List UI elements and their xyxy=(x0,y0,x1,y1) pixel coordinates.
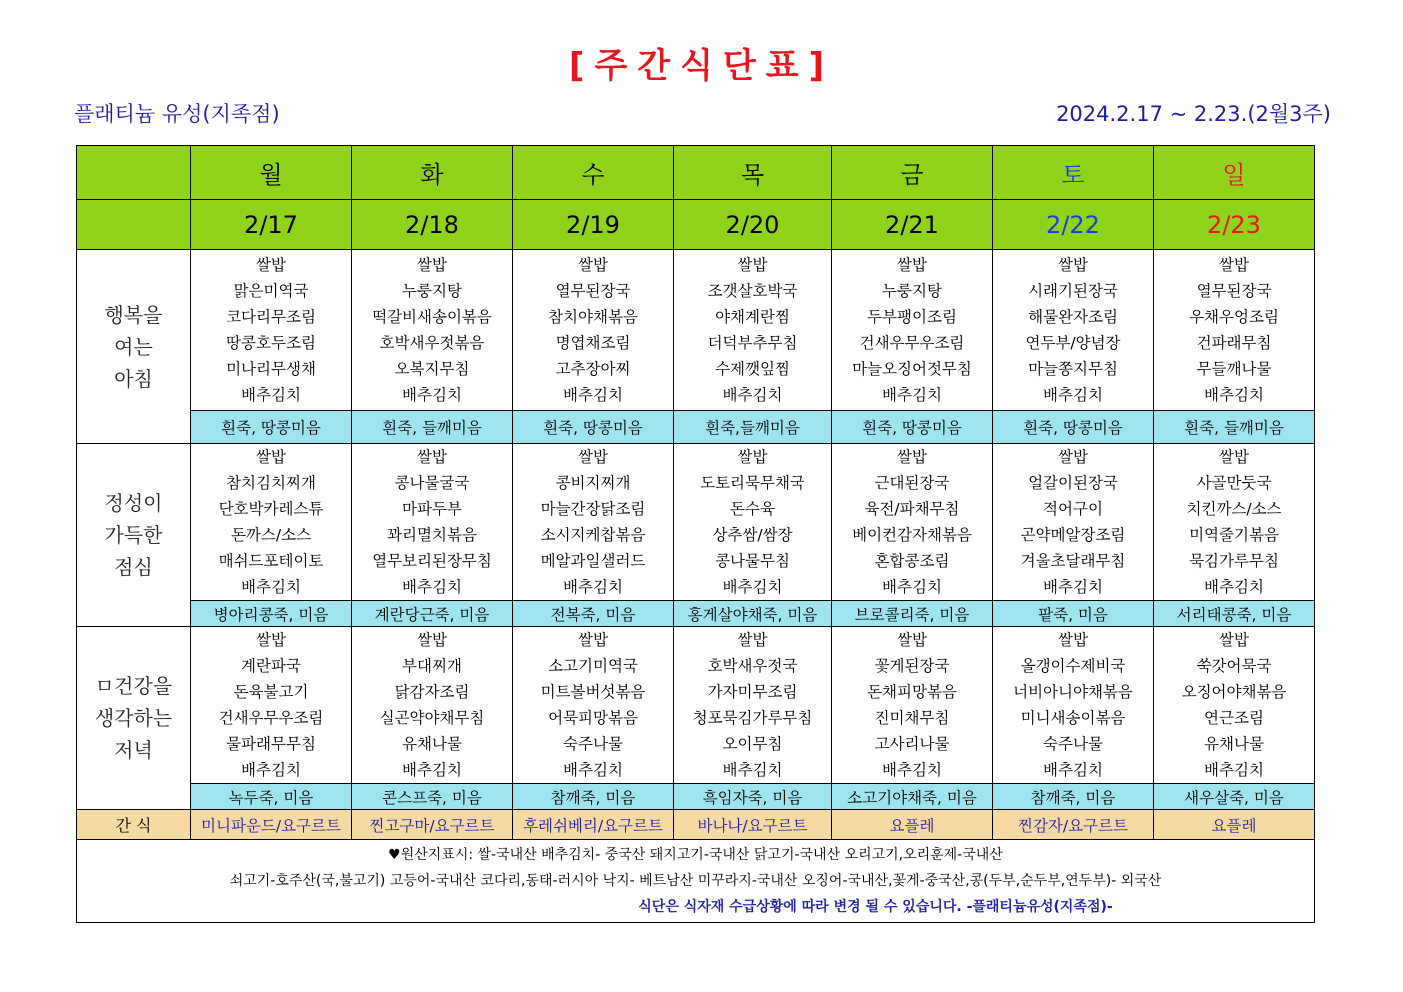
porridge-cell: 흰죽,들깨미음 xyxy=(674,411,832,444)
meal-label-line: 정성이 xyxy=(104,491,163,515)
menu-item: 쌀밥 xyxy=(1058,631,1088,649)
menu-item: 쌀밥 xyxy=(897,256,927,274)
menu-item: 콩비지찌개 xyxy=(555,474,631,492)
menu-item: 건새우무우조림 xyxy=(859,334,965,352)
menu-item: 시래기된장국 xyxy=(1028,282,1118,300)
menu-cell xyxy=(674,627,832,784)
day-header-row xyxy=(77,146,1315,200)
menu-item: 치킨까스/소스 xyxy=(1186,500,1282,518)
menu-cell xyxy=(993,250,1154,411)
menu-item: 사골만둣국 xyxy=(1196,474,1272,492)
menu-item: 맑은미역국 xyxy=(233,282,309,300)
menu-item: 배추김치 xyxy=(241,578,301,596)
menu-item: 청포묵김가루무침 xyxy=(692,709,813,727)
menu-item: 열무된장국 xyxy=(555,282,631,300)
menu-item: 쌀밥 xyxy=(1219,631,1249,649)
meal-label-line: 가득한 xyxy=(104,523,163,547)
menu-item: 열무된장국 xyxy=(1196,282,1272,300)
snack-row xyxy=(77,810,1315,840)
menu-item: 도토리묵무채국 xyxy=(700,474,805,492)
menu-item: 너비아니야채볶음 xyxy=(1013,683,1133,701)
menu-item: 쌀밥 xyxy=(417,448,447,466)
menu-item: 묵김가루무침 xyxy=(1189,552,1279,570)
lunch-label xyxy=(77,444,191,627)
menu-item: 수제깻잎찜 xyxy=(715,360,790,378)
meal-label-line: 아침 xyxy=(114,366,153,391)
meal-label-line: 점심 xyxy=(114,555,153,579)
menu-cell xyxy=(191,444,352,601)
menu-cell xyxy=(993,444,1154,601)
menu-item: 배추김치 xyxy=(1204,761,1264,779)
meal-label-line: 저녁 xyxy=(114,738,153,762)
menu-item: 소고기미역국 xyxy=(548,657,638,675)
menu-item: 오이무침 xyxy=(722,735,783,753)
date-mon: 2/17 xyxy=(191,200,352,250)
porridge-cell: 흑임자죽, 미음 xyxy=(674,784,832,810)
menu-item: 매쉬드포테이토 xyxy=(218,552,324,570)
menu-item: 해물완자조림 xyxy=(1028,308,1118,326)
menu-item: 쌀밥 xyxy=(256,631,286,649)
menu-item: 열무보리된장무침 xyxy=(372,552,492,570)
menu-item: 계란파국 xyxy=(241,657,301,675)
menu-cell xyxy=(1154,444,1315,601)
menu-cell xyxy=(352,250,513,411)
menu-item: 얼갈이된장국 xyxy=(1028,474,1118,492)
menu-item: 배추김치 xyxy=(882,761,942,779)
menu-item: 호박새우젓볶음 xyxy=(379,334,485,352)
date-wed: 2/19 xyxy=(513,200,674,250)
meal-label-line: 생각하는 xyxy=(94,706,173,730)
snack-cell: 후레쉬베리/요구르트 xyxy=(513,810,674,840)
menu-item: 돈까스/소스 xyxy=(230,526,312,544)
menu-item: 쌀밥 xyxy=(256,256,286,274)
menu-cell xyxy=(513,627,674,784)
menu-item: 물파래무무침 xyxy=(226,735,316,753)
menu-item: 소시지케찹볶음 xyxy=(540,526,646,544)
menu-cell xyxy=(832,444,993,601)
day-header-sun: 일 xyxy=(1154,146,1315,200)
snack-cell: 찐감자/요구르트 xyxy=(993,810,1154,840)
menu-item: 꽃게된장국 xyxy=(874,657,950,675)
day-header-wed: 수 xyxy=(513,146,674,200)
menu-item: 단호박카레스튜 xyxy=(218,500,324,518)
porridge-cell: 참깨죽, 미음 xyxy=(993,784,1154,810)
menu-cell xyxy=(832,250,993,411)
menu-item: 배추김치 xyxy=(563,386,623,404)
date-sat: 2/22 xyxy=(993,200,1154,250)
menu-cell xyxy=(513,250,674,411)
porridge-cell: 팥죽, 미음 xyxy=(993,601,1154,627)
lunch-menu-row xyxy=(77,444,1315,601)
snack-label: 간 식 xyxy=(77,810,191,840)
origin-note-2: 쇠고기-호주산(국,불고기) 고등어-국내산 코다리,동태-러시아 낙지- 베트남산 미꾸라지-국내산 오징어-국내산,꽃게-중국산,콩(두부,순두부,연두부)- 외국산 xyxy=(229,873,1162,889)
date-sun: 2/23 xyxy=(1154,200,1315,250)
menu-item: 배추김치 xyxy=(882,386,942,404)
menu-item: 어묵피망볶음 xyxy=(548,709,638,727)
menu-item: 돈채피망볶음 xyxy=(867,683,957,701)
menu-item: 베이컨감자채볶음 xyxy=(852,526,972,544)
menu-item: 쌀밥 xyxy=(417,631,447,649)
menu-item: 연근조림 xyxy=(1204,709,1264,727)
porridge-cell: 흰죽, 땅콩미음 xyxy=(832,411,993,444)
meal-label-line: 여는 xyxy=(114,334,153,359)
breakfast-menu-row xyxy=(77,250,1315,411)
menu-item: 겨울초달래무침 xyxy=(1020,552,1126,570)
porridge-cell: 브로콜리죽, 미음 xyxy=(832,601,993,627)
menu-item: 두부팽이조림 xyxy=(867,308,957,326)
menu-item: 참치야채볶음 xyxy=(548,308,638,326)
day-header-sat: 토 xyxy=(993,146,1154,200)
porridge-cell: 소고기야채죽, 미음 xyxy=(832,784,993,810)
menu-item: 호박새우젓국 xyxy=(707,657,798,675)
menu-item: 마늘오징어젓무침 xyxy=(852,360,972,378)
meal-label-line: ㅁ건강을 xyxy=(94,674,173,698)
menu-cell xyxy=(1154,250,1315,411)
menu-item: 미니새송이볶음 xyxy=(1020,709,1126,727)
menu-item: 쌀밥 xyxy=(578,448,608,466)
snack-cell: 바나나/요구르트 xyxy=(674,810,832,840)
menu-item: 배추김치 xyxy=(402,578,462,596)
menu-item: 쌀밥 xyxy=(1058,256,1088,274)
menu-item: 참치김치찌개 xyxy=(226,474,316,492)
menu-item: 근대된장국 xyxy=(874,474,950,492)
day-header-mon: 월 xyxy=(191,146,352,200)
page-title: [주간식단표] xyxy=(568,46,835,86)
menu-item: 더덕부추무침 xyxy=(707,334,798,352)
menu-item: 고사리나물 xyxy=(874,735,950,753)
notes-row xyxy=(77,840,1315,923)
menu-item: 배추김치 xyxy=(241,386,301,404)
menu-item: 마파두부 xyxy=(402,500,462,518)
menu-item: 배추김치 xyxy=(1043,761,1103,779)
lunch-porridge-row xyxy=(77,601,1315,627)
menu-item: 미나리무생채 xyxy=(226,360,316,378)
menu-item: 고추장아찌 xyxy=(555,360,631,378)
menu-item: 배추김치 xyxy=(402,761,462,779)
menu-item: 쌀밥 xyxy=(737,448,768,466)
menu-item: 숙주나물 xyxy=(1043,735,1103,753)
porridge-cell: 흰죽, 들깨미음 xyxy=(1154,411,1315,444)
breakfast-porridge-row xyxy=(77,411,1315,444)
change-notice: 식단은 식자재 수급상황에 따라 변경 될 수 있습니다. -플래티늄유성(지족점)- xyxy=(638,899,1113,915)
menu-item: 건파래무침 xyxy=(1196,334,1272,352)
snack-cell: 요플레 xyxy=(1154,810,1315,840)
menu-item: 유채나물 xyxy=(1204,735,1264,753)
menu-item: 떡갈비새송이볶음 xyxy=(372,308,492,326)
menu-item: 올갱이수제비국 xyxy=(1020,657,1126,675)
menu-cell xyxy=(352,444,513,601)
menu-cell xyxy=(674,250,832,411)
corner-cell xyxy=(77,146,191,200)
menu-item: 배추김치 xyxy=(722,386,783,404)
porridge-cell: 녹두죽, 미음 xyxy=(191,784,352,810)
menu-cell xyxy=(674,444,832,601)
menu-item: 쌀밥 xyxy=(1219,256,1249,274)
menu-item: 야채계란찜 xyxy=(715,308,790,326)
menu-item: 우채우엉조림 xyxy=(1189,308,1279,326)
porridge-cell: 참깨죽, 미음 xyxy=(513,784,674,810)
menu-item: 오징어야채볶음 xyxy=(1181,683,1287,701)
menu-item: 마늘쫑지무침 xyxy=(1028,360,1118,378)
porridge-cell: 병아리콩죽, 미음 xyxy=(191,601,352,627)
menu-item: 쌀밥 xyxy=(1058,448,1088,466)
menu-item: 콩나물무침 xyxy=(715,552,790,570)
menu-item: 배추김치 xyxy=(882,578,942,596)
menu-cell xyxy=(993,627,1154,784)
menu-item: 실곤약야채무침 xyxy=(379,709,485,727)
porridge-cell: 새우살죽, 미음 xyxy=(1154,784,1315,810)
menu-item: 조갯살호박국 xyxy=(707,282,798,300)
menu-item: 적어구이 xyxy=(1043,500,1103,518)
menu-item: 건새우무우조림 xyxy=(218,709,324,727)
menu-cell xyxy=(513,444,674,601)
menu-item: 쌀밥 xyxy=(417,256,447,274)
dinner-menu-row xyxy=(77,627,1315,784)
snack-cell: 요플레 xyxy=(832,810,993,840)
porridge-cell: 흰죽, 들깨미음 xyxy=(352,411,513,444)
menu-item: 배추김치 xyxy=(563,578,623,596)
breakfast-label xyxy=(77,250,191,444)
menu-item: 미역줄기볶음 xyxy=(1189,526,1279,544)
menu-item: 배추김치 xyxy=(1204,578,1264,596)
date-header-row xyxy=(77,200,1315,250)
menu-item: 진미채무침 xyxy=(874,709,950,727)
porridge-cell: 전복죽, 미음 xyxy=(513,601,674,627)
snack-cell: 미니파운드/요구르트 xyxy=(191,810,352,840)
menu-item: 마늘간장닭조림 xyxy=(540,500,646,518)
menu-item: 돈수육 xyxy=(730,500,775,518)
menu-item: 쌀밥 xyxy=(578,631,608,649)
menu-item: 무들깨나물 xyxy=(1196,360,1272,378)
menu-item: 코다리무조림 xyxy=(226,308,316,326)
snack-cell: 찐고구마/요구르트 xyxy=(352,810,513,840)
menu-item: 혼합콩조림 xyxy=(874,552,950,570)
dinner-label xyxy=(77,627,191,810)
menu-item: 배추김치 xyxy=(1043,578,1103,596)
dinner-porridge-row xyxy=(77,784,1315,810)
porridge-cell: 서리태콩죽, 미음 xyxy=(1154,601,1315,627)
porridge-cell: 흰죽, 땅콩미음 xyxy=(513,411,674,444)
menu-item: 누룽지탕 xyxy=(882,282,942,300)
menu-item: 메알과일샐러드 xyxy=(540,552,646,570)
menu-item: 배추김치 xyxy=(1043,386,1103,404)
menu-item: 배추김치 xyxy=(1204,386,1264,404)
menu-item: 부대찌개 xyxy=(402,657,462,675)
date-range: 2024.2.17 ~ 2.23.(2월3주) xyxy=(1056,102,1331,126)
porridge-cell: 흰죽, 땅콩미음 xyxy=(993,411,1154,444)
menu-item: 육전/파채무침 xyxy=(864,500,960,518)
menu-item: 미트볼버섯볶음 xyxy=(540,683,646,701)
menu-cell xyxy=(352,627,513,784)
date-thu: 2/20 xyxy=(674,200,832,250)
menu-item: 누룽지탕 xyxy=(402,282,462,300)
menu-item: 명엽채조림 xyxy=(555,334,631,352)
notes-cell xyxy=(77,840,1315,923)
restaurant-name: 플래티늄 유성(지족점) xyxy=(74,102,280,126)
origin-note-1: ♥원산지표시: 쌀-국내산 배추김치- 중국산 돼지고기-국내산 닭고기-국내산 오리고기,오리훈제-국내산 xyxy=(388,847,1003,863)
day-header-thu: 목 xyxy=(674,146,832,200)
menu-item: 배추김치 xyxy=(722,578,783,596)
menu-item: 쌀밥 xyxy=(578,256,608,274)
date-tue: 2/18 xyxy=(352,200,513,250)
menu-item: 쑥갓어묵국 xyxy=(1196,657,1272,675)
day-header-fri: 금 xyxy=(832,146,993,200)
menu-cell xyxy=(832,627,993,784)
porridge-cell: 홍게살야채죽, 미음 xyxy=(674,601,832,627)
menu-item: 쌀밥 xyxy=(897,448,927,466)
menu-item: 땅콩호두조림 xyxy=(226,334,316,352)
menu-item: 배추김치 xyxy=(402,386,462,404)
porridge-cell: 계란당근죽, 미음 xyxy=(352,601,513,627)
menu-item: 유채나물 xyxy=(402,735,462,753)
menu-item: 꽈리멸치볶음 xyxy=(387,526,477,544)
menu-item: 쌀밥 xyxy=(1219,448,1249,466)
date-fri: 2/21 xyxy=(832,200,993,250)
menu-cell xyxy=(191,250,352,411)
menu-item: 쌀밥 xyxy=(737,631,768,649)
day-header-tue: 화 xyxy=(352,146,513,200)
menu-item: 콩나물굴국 xyxy=(394,474,470,492)
menu-item: 쌀밥 xyxy=(737,256,768,274)
menu-item: 배추김치 xyxy=(241,761,301,779)
menu-cell xyxy=(191,627,352,784)
weekly-menu-table xyxy=(76,145,1315,923)
menu-item: 오복지무침 xyxy=(394,360,470,378)
menu-item: 돈육불고기 xyxy=(233,683,309,701)
menu-item: 곤약메알장조림 xyxy=(1020,526,1126,544)
corner-cell xyxy=(77,200,191,250)
porridge-cell: 콘스프죽, 미음 xyxy=(352,784,513,810)
menu-item: 연두부/양념장 xyxy=(1025,334,1121,352)
porridge-cell: 흰죽, 땅콩미음 xyxy=(191,411,352,444)
menu-item: 숙주나물 xyxy=(563,735,623,753)
menu-item: 가자미무조림 xyxy=(707,683,798,701)
menu-item: 쌀밥 xyxy=(897,631,927,649)
menu-item: 상추쌈/쌈장 xyxy=(712,526,793,544)
menu-item: 배추김치 xyxy=(722,761,783,779)
menu-item: 닭감자조림 xyxy=(394,683,470,701)
meal-label-line: 행복을 xyxy=(104,302,163,327)
menu-cell xyxy=(1154,627,1315,784)
menu-item: 배추김치 xyxy=(563,761,623,779)
menu-item: 쌀밥 xyxy=(256,448,286,466)
